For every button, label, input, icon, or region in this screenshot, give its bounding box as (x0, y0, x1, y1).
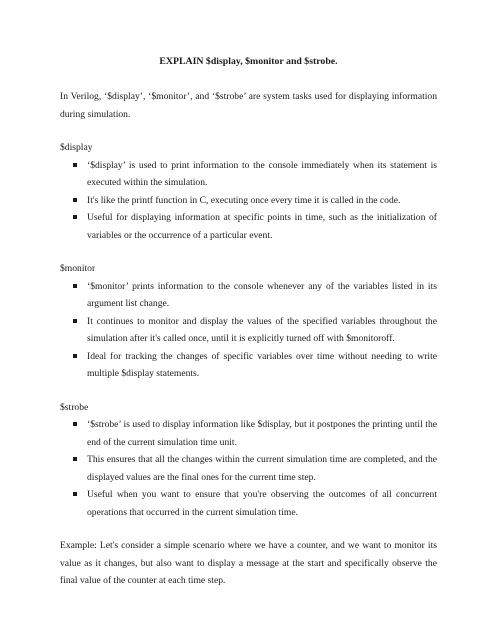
bullet-icon (73, 492, 77, 496)
bullet-icon (73, 198, 77, 202)
section-heading-display: $display (60, 142, 93, 153)
list-item (60, 486, 437, 521)
list-item (60, 348, 437, 383)
list-item-text: Useful when you want to ensure that you're observing the outcomes of all concurrent operations that occurred in the current simulation time. (87, 489, 437, 518)
bullet-list-monitor (60, 278, 437, 383)
bullet-list-strobe (60, 416, 437, 521)
bullet-icon (73, 319, 77, 323)
list-item (60, 278, 437, 313)
example-paragraph: Example: Let's consider a simple scenario where we have a counter, and we want to monitor its value as it changes, but also want to display a message at the start and specifically observe the final value of the counter at each time step. (60, 540, 437, 586)
list-item (60, 451, 437, 486)
list-item-text: Useful for displaying information at specific points in time, such as the initialization of variables or the occurrence of a particular event. (87, 212, 437, 241)
list-item-text: ‘$monitor’ prints information to the console whenever any of the variables listed in its argument list change. (87, 280, 437, 309)
list-item-text: It continues to monitor and display the values of the specified variables throughout the simulation after it's called once, until it is explicitly turned off with $monitoroff. (87, 315, 437, 344)
document-page (60, 55, 437, 606)
intro-paragraph: In Verilog, ‘$display’, ‘$monitor’, and ‘$strobe’ are system tasks used for displaying information during simulation. (60, 91, 437, 120)
list-item (60, 157, 437, 192)
list-item (60, 192, 437, 210)
list-item-text: It's like the printf function in C, executing once every time it is called in the code. (87, 194, 401, 206)
bullet-icon (73, 215, 77, 219)
bullet-icon (73, 163, 77, 167)
bullet-icon (73, 354, 77, 358)
list-item-text: This ensures that all the changes within the current simulation time are completed, and the displayed values are the final ones for the current time step. (87, 454, 437, 483)
list-item-text: Ideal for tracking the changes of specific variables over time without needing to write multiple $display statements. (87, 350, 437, 379)
bullet-icon (73, 284, 77, 288)
list-item-text: ‘$strobe’ is used to display information like $display, but it postpones the printing until the end of the current simulation time unit. (87, 419, 437, 448)
document-title: EXPLAIN $display, $monitor and $strobe. (159, 56, 338, 67)
list-item-text: ‘$display’ is used to print information to the console immediately when its statement is executed within the simulation. (87, 159, 437, 188)
bullet-icon (73, 457, 77, 461)
list-item (60, 313, 437, 348)
section-heading-monitor: $monitor (60, 263, 96, 274)
list-item (60, 209, 437, 244)
bullet-list-display (60, 157, 437, 245)
section-heading-strobe: $strobe (60, 401, 89, 413)
list-item (60, 416, 437, 451)
bullet-icon (73, 422, 77, 426)
